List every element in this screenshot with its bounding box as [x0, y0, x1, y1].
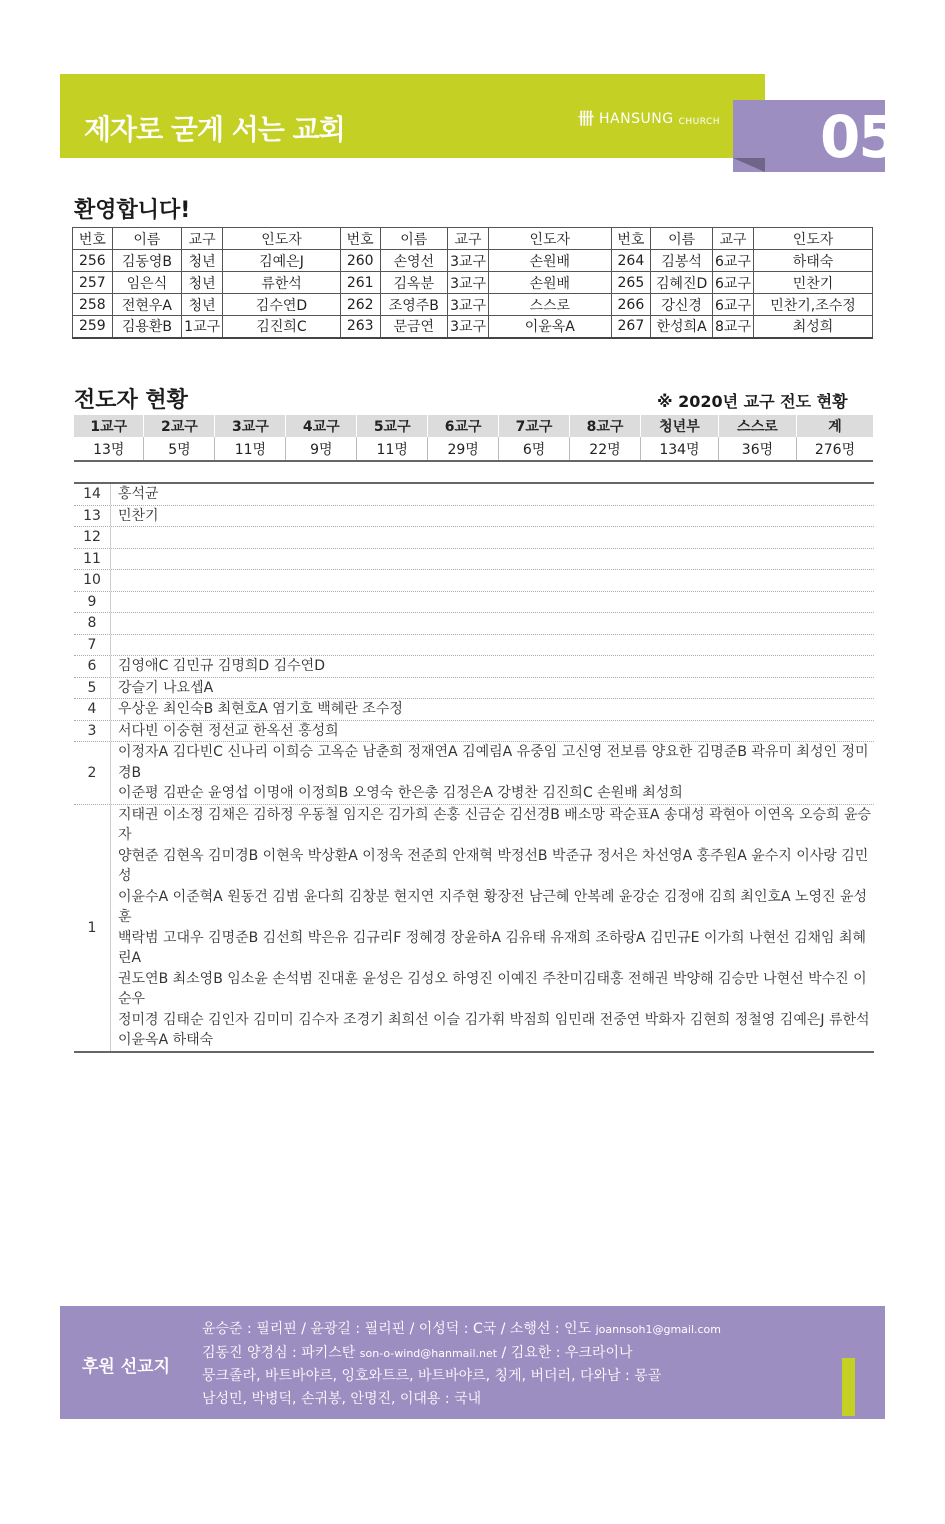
- ranking-names: [111, 527, 874, 548]
- welcome-cell: 김진희C: [223, 316, 341, 338]
- welcome-title: 환영합니다!: [74, 198, 191, 223]
- ranking-names: [111, 805, 874, 1051]
- welcome-col-header: 번호: [611, 228, 651, 250]
- welcome-cell: 1교구: [182, 316, 223, 338]
- missionary-line: [202, 1388, 721, 1411]
- welcome-cell: 264: [611, 250, 651, 272]
- welcome-cell: 261: [340, 272, 380, 294]
- welcome-cell: 청년: [182, 272, 223, 294]
- welcome-cell: 3교구: [448, 250, 489, 272]
- evangelism-note: ※ 2020년 교구 전도 현황: [657, 392, 848, 411]
- ranking-names-line: 강슬기 나요셉A: [118, 679, 214, 696]
- welcome-cell: 김용환B: [112, 316, 181, 338]
- missionary-text: 윤승준 : 필리핀 / 윤광길 : 필리핀 / 이성덕 : C국 / 소행선 : 인도: [202, 1321, 596, 1337]
- evangelism-title: 전도자 현황: [74, 388, 188, 413]
- ranking-names: [111, 699, 874, 720]
- ranking-names: [111, 484, 874, 505]
- welcome-cell: 손영선: [380, 250, 448, 272]
- ranking-count: 11: [74, 549, 111, 570]
- ranking-count: 13: [74, 506, 111, 527]
- ranking-row: [74, 721, 874, 743]
- ranking-count: 4: [74, 699, 111, 720]
- ranking-row: [74, 484, 874, 506]
- stats-value: 11명: [357, 437, 428, 461]
- welcome-col-header: 인도자: [753, 228, 872, 250]
- welcome-cell: 6교구: [713, 272, 754, 294]
- stats-value: 9명: [286, 437, 357, 461]
- ranking-names-line: 우상운 최인숙B 최현호A 염기호 백혜란 조수정: [118, 701, 403, 717]
- stats-value: 11명: [215, 437, 286, 461]
- ranking-row: [74, 805, 874, 1051]
- ranking-count: 3: [74, 721, 111, 742]
- missionary-email: son-o-wind@hanmail.net: [359, 1346, 498, 1360]
- welcome-row: [73, 272, 873, 294]
- welcome-col-header: 교구: [713, 228, 754, 250]
- ranking-names-line: 홍석균: [118, 486, 159, 502]
- welcome-cell: 263: [340, 316, 380, 338]
- welcome-cell: 한성희A: [651, 316, 713, 338]
- missionary-text: 김동진 양경심 : 파키스탄: [202, 1344, 360, 1361]
- welcome-col-header: 이름: [112, 228, 181, 250]
- ranking-names: [111, 506, 874, 527]
- welcome-cell: 267: [611, 316, 651, 338]
- welcome-cell: 조영주B: [380, 294, 448, 316]
- ranking-names-line: 김영애C 김민규 김명희D 김수연D: [118, 658, 325, 674]
- ranking-count: 9: [74, 592, 111, 613]
- missionary-label: 후원 선교지: [82, 1357, 171, 1377]
- ranking-names: [111, 721, 874, 742]
- evangelist-ranking-list: [74, 482, 874, 1053]
- missionary-list: [202, 1318, 721, 1410]
- ranking-count: 8: [74, 613, 111, 634]
- welcome-cell: 262: [340, 294, 380, 316]
- welcome-cell: 3교구: [448, 272, 489, 294]
- stats-col-header: 7교구: [499, 415, 570, 437]
- welcome-cell: 하태숙: [753, 250, 872, 272]
- welcome-cell: 260: [340, 250, 380, 272]
- ranking-row: [74, 742, 874, 805]
- ranking-names: [111, 635, 874, 656]
- welcome-cell: 스스로: [489, 294, 611, 316]
- welcome-cell: 김예은J: [223, 250, 341, 272]
- ranking-names: [111, 592, 874, 613]
- ranking-count: 2: [74, 742, 111, 804]
- ranking-names: [111, 613, 874, 634]
- ranking-count: 1: [74, 805, 111, 1051]
- missionary-line: [202, 1342, 721, 1366]
- ranking-names: [111, 549, 874, 570]
- ranking-names-line: 이준평 김판순 윤영섭 이명애 이정희B 오영숙 한은총 김정은A 강병찬 김진희C 손원배 최성희: [118, 785, 683, 801]
- welcome-cell: 손원배: [489, 272, 611, 294]
- ranking-names-line: 백락범 고대우 김명준B 김선희 박은유 김규리F 정혜경 장윤하A 김유태 유재희 조하랑A 김민규E 이가희 나현선 김채임 최혜린A: [118, 929, 867, 966]
- welcome-cell: 265: [611, 272, 651, 294]
- welcome-header-row: [73, 228, 873, 250]
- ranking-names-line: 권도연B 최소영B 임소윤 손석범 진대훈 윤성은 김성오 하영진 이예진 주찬미김태홍 전해권 박양해 김승만 나현선 박수진 이순우: [118, 970, 867, 1007]
- stats-col-header: 스스로: [718, 415, 796, 437]
- ranking-count: 5: [74, 678, 111, 699]
- ranking-row: [74, 506, 874, 528]
- ranking-row: [74, 549, 874, 571]
- welcome-cell: 김봉석: [651, 250, 713, 272]
- welcome-cell: 청년: [182, 250, 223, 272]
- welcome-cell: 임은식: [112, 272, 181, 294]
- ranking-count: 10: [74, 570, 111, 591]
- stats-col-header: 5교구: [357, 415, 428, 437]
- ranking-count: 6: [74, 656, 111, 677]
- church-logo-sub: CHURCH: [678, 117, 721, 127]
- stats-header-row: [74, 415, 873, 437]
- welcome-row: [73, 316, 873, 338]
- ranking-names-line: 지태권 이소정 김채은 김하정 우동철 임지은 김가희 손홍 신금순 김선경B 배소망 곽순표A 송대성 곽현아 이연옥 오승희 윤승자: [118, 806, 872, 843]
- stats-value-row: [74, 437, 873, 461]
- welcome-row: [73, 294, 873, 316]
- stats-col-header: 6교구: [428, 415, 499, 437]
- ranking-row: [74, 613, 874, 635]
- ranking-count: 14: [74, 484, 111, 505]
- welcome-col-header: 교구: [182, 228, 223, 250]
- welcome-cell: 6교구: [713, 294, 754, 316]
- stats-value: 134명: [640, 437, 718, 461]
- church-logo: [578, 111, 720, 127]
- missionary-text: 뭉크졸라, 바트바야르, 잉호와트르, 바트바야르, 칭게, 버더러, 다와남 : 몽골: [202, 1368, 662, 1384]
- stats-value: 22명: [570, 437, 641, 461]
- welcome-col-header: 번호: [73, 228, 113, 250]
- welcome-cell: 문금연: [380, 316, 448, 338]
- ranking-row: [74, 678, 874, 700]
- stats-col-header: 3교구: [215, 415, 286, 437]
- welcome-cell: 3교구: [448, 294, 489, 316]
- welcome-cell: 6교구: [713, 250, 754, 272]
- missionary-line: [202, 1318, 721, 1342]
- welcome-cell: 258: [73, 294, 113, 316]
- ranking-names-line: 이윤수A 이준혁A 원동건 김범 윤다희 김창분 현지연 지주현 황장전 남근혜 안복례 윤강순 김정애 김희 최인호A 노영진 윤성훈: [118, 888, 868, 925]
- welcome-cell: 김수연D: [223, 294, 341, 316]
- welcome-col-header: 교구: [448, 228, 489, 250]
- welcome-cell: 김옥분: [380, 272, 448, 294]
- ranking-row: [74, 656, 874, 678]
- welcome-row: [73, 250, 873, 272]
- welcome-cell: 손원배: [489, 250, 611, 272]
- ranking-row: [74, 570, 874, 592]
- welcome-col-header: 이름: [651, 228, 713, 250]
- welcome-col-header: 번호: [340, 228, 380, 250]
- welcome-cell: 266: [611, 294, 651, 316]
- ranking-row: [74, 635, 874, 657]
- stats-value: 276명: [796, 437, 873, 461]
- church-logo-icon: 卌: [578, 109, 595, 128]
- welcome-cell: 김동영B: [112, 250, 181, 272]
- stats-value: 6명: [499, 437, 570, 461]
- welcome-col-header: 인도자: [489, 228, 611, 250]
- header-fold-shadow: [733, 158, 765, 172]
- welcome-cell: 전현우A: [112, 294, 181, 316]
- welcome-cell: 이윤옥A: [489, 316, 611, 338]
- ranking-row: [74, 527, 874, 549]
- welcome-cell: 8교구: [713, 316, 754, 338]
- missionary-accent-bar: [842, 1358, 855, 1416]
- stats-col-header: 8교구: [570, 415, 641, 437]
- ranking-row: [74, 699, 874, 721]
- stats-value: 36명: [718, 437, 796, 461]
- welcome-cell: 민찬기,조수정: [753, 294, 872, 316]
- stats-value: 13명: [74, 437, 144, 461]
- welcome-cell: 강신경: [651, 294, 713, 316]
- ranking-names-line: 민찬기: [118, 507, 159, 524]
- missionary-text-after: / 김요한 : 우크라이나: [497, 1344, 633, 1361]
- ranking-names: [111, 570, 874, 591]
- welcome-cell: 257: [73, 272, 113, 294]
- ranking-names-line: 서다빈 이숭현 정선교 한옥선 홍성희: [118, 722, 339, 739]
- welcome-cell: 최성희: [753, 316, 872, 338]
- stats-col-header: 계: [796, 415, 873, 437]
- welcome-cell: 청년: [182, 294, 223, 316]
- ranking-count: 12: [74, 527, 111, 548]
- church-logo-name: HANSUNG: [599, 111, 674, 127]
- welcome-cell: 3교구: [448, 316, 489, 338]
- ranking-names-line: 이정자A 김다빈C 신나리 이희승 고옥순 남춘희 정재연A 김예림A 유중임 고신영 전보름 양요한 김명준B 곽유미 최성인 정미경B: [118, 744, 869, 781]
- ranking-names-line: 이윤옥A 하태숙: [118, 1032, 214, 1048]
- welcome-table: [72, 227, 873, 339]
- ranking-names-line: 양현준 김현옥 김미경B 이현욱 박상환A 이정욱 전준희 안재혁 박정선B 박준규 정서은 차선영A 홍주원A 윤수지 이사랑 김민성: [118, 847, 869, 884]
- page-title: 제자로 굳게 서는 교회: [84, 113, 345, 146]
- stats-col-header: 1교구: [74, 415, 144, 437]
- welcome-cell: 김혜진D: [651, 272, 713, 294]
- stats-col-header: 2교구: [144, 415, 215, 437]
- evangelism-stats-table: [74, 415, 873, 462]
- stats-value: 5명: [144, 437, 215, 461]
- missionary-email: joannsoh1@gmail.com: [595, 1323, 722, 1336]
- welcome-col-header: 이름: [380, 228, 448, 250]
- ranking-row: [74, 592, 874, 614]
- stats-col-header: 4교구: [286, 415, 357, 437]
- page-number: 05: [820, 103, 897, 171]
- missionary-text: 남성민, 박병덕, 손귀봉, 안명진, 이대용 : 국내: [202, 1390, 482, 1407]
- welcome-cell: 256: [73, 250, 113, 272]
- stats-value: 29명: [428, 437, 499, 461]
- missionary-line: [202, 1365, 721, 1388]
- ranking-names: [111, 678, 874, 699]
- ranking-names: [111, 742, 874, 804]
- ranking-count: 7: [74, 635, 111, 656]
- stats-col-header: 청년부: [640, 415, 718, 437]
- ranking-names-line: 정미경 김태순 김인자 김미미 김수자 조경기 최희선 이슬 김가휘 박점희 임민래 전중연 박화자 김현희 정철영 김예은J 류한석: [118, 1011, 870, 1028]
- ranking-names: [111, 656, 874, 677]
- welcome-cell: 259: [73, 316, 113, 338]
- welcome-col-header: 인도자: [223, 228, 341, 250]
- welcome-cell: 민찬기: [753, 272, 872, 294]
- welcome-cell: 류한석: [223, 272, 341, 294]
